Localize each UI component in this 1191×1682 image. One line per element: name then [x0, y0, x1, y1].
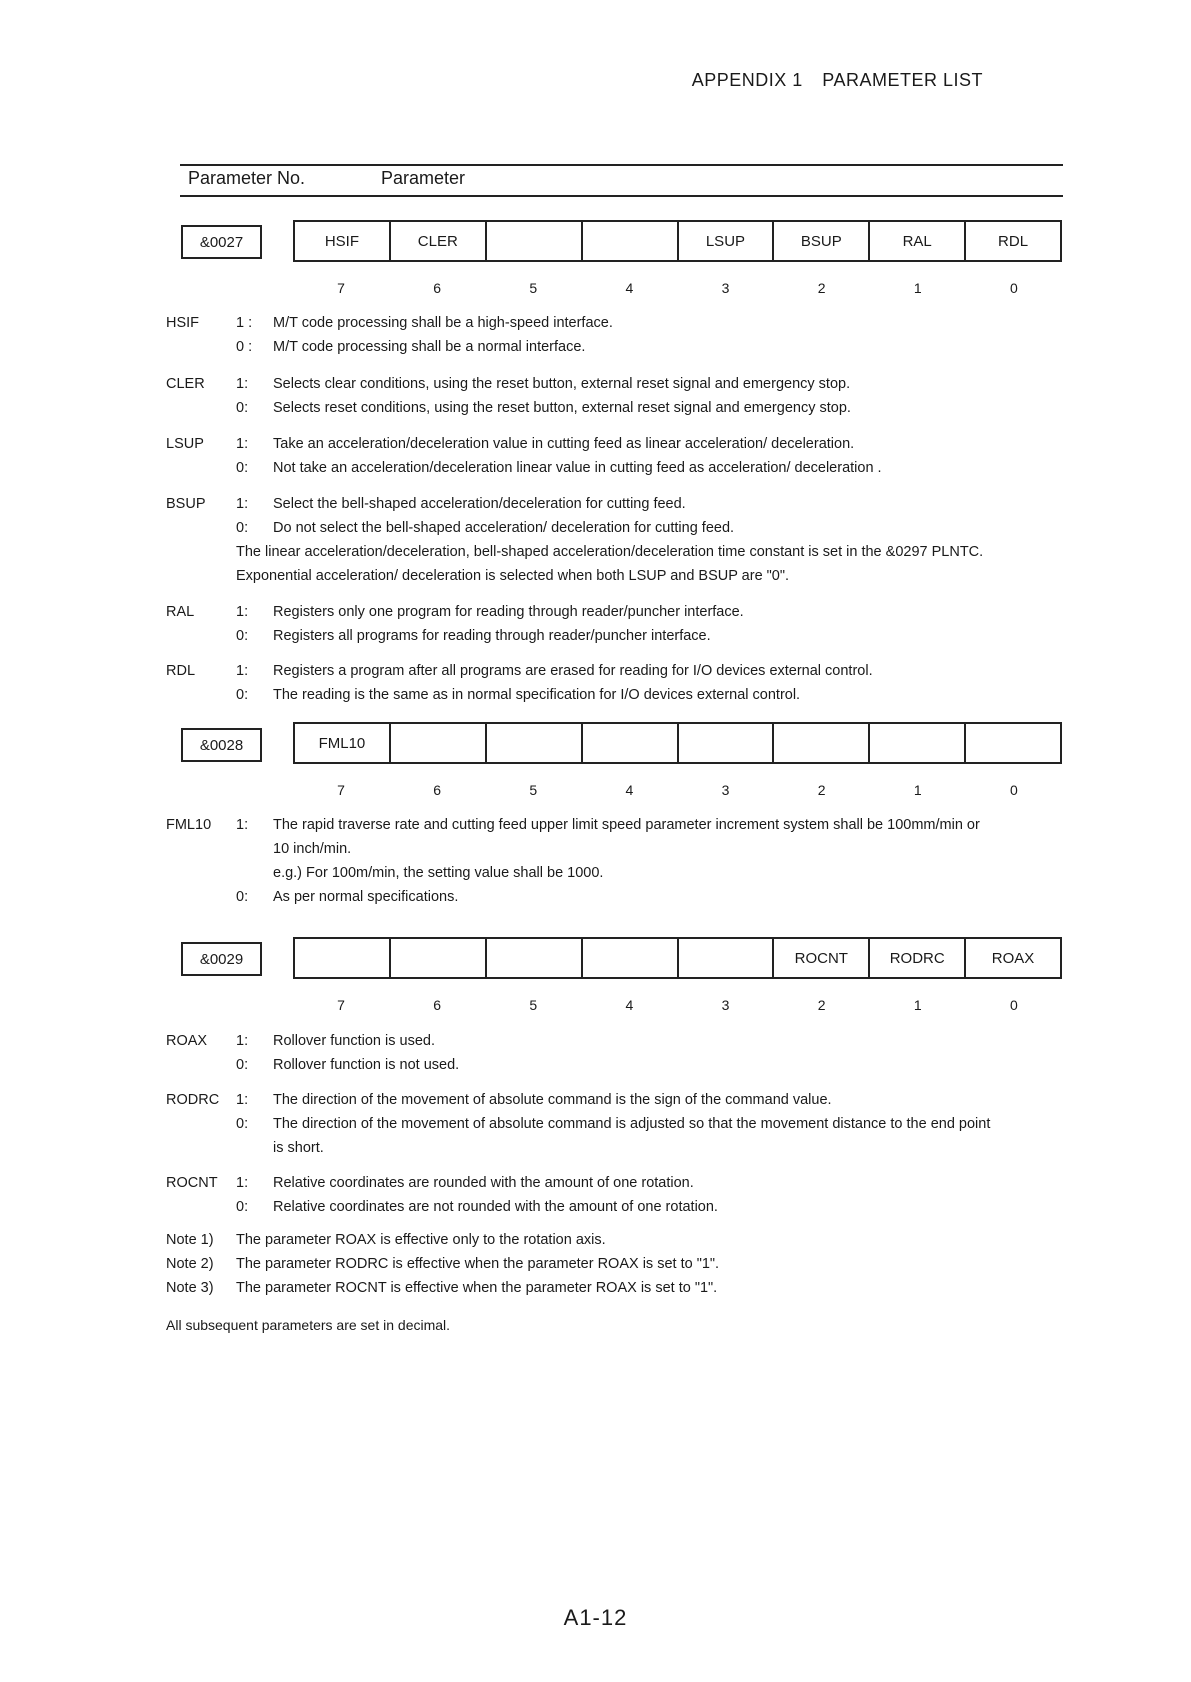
- bit-cell: RODRC: [868, 939, 964, 977]
- bit-name: FML10: [166, 817, 212, 833]
- bit-text: M/T code processing shall be a high-speed interface.: [273, 315, 613, 331]
- bit-cell: [389, 939, 485, 977]
- bit-cell: [581, 939, 677, 977]
- bit-value: 1:: [236, 436, 249, 452]
- bit-text: The direction of the movement of absolute command is adjusted so that the movement distance to the end point: [273, 1116, 991, 1132]
- bit-text: Registers only one program for reading through reader/puncher interface.: [273, 604, 744, 620]
- bit-text: Relative coordinates are rounded with the amount of one rotation.: [273, 1175, 694, 1191]
- bit-number: 6: [433, 782, 442, 798]
- footer-note: All subsequent parameters are set in decimal.: [166, 1317, 451, 1333]
- bit-value: 1:: [236, 1033, 249, 1049]
- bit-numbers: [293, 782, 1062, 798]
- bit-name: HSIF: [166, 315, 200, 331]
- bit-number: 2: [817, 782, 826, 798]
- bit-cell: [581, 724, 677, 762]
- bit-number: 3: [721, 280, 730, 296]
- bit-cell: [485, 724, 581, 762]
- bit-text: e.g.) For 100m/min, the setting value shall be 1000.: [273, 865, 604, 881]
- bit-value: 0:: [236, 1199, 249, 1215]
- bit-value: 0:: [236, 1116, 249, 1132]
- bit-cell: [389, 724, 485, 762]
- bit-number: 3: [721, 997, 730, 1013]
- bit-number: 5: [529, 997, 538, 1013]
- bit-text: The reading is the same as in normal specification for I/O devices external control.: [273, 687, 801, 703]
- bit-value: 0:: [236, 687, 249, 703]
- bit-number: 4: [625, 782, 634, 798]
- note-text: The parameter ROAX is effective only to the rotation axis.: [236, 1232, 606, 1248]
- bit-value: 1:: [236, 1175, 249, 1191]
- bit-text: Relative coordinates are not rounded with the amount of one rotation.: [273, 1199, 718, 1215]
- note-item: [166, 1280, 1066, 1296]
- note-label: Note 3): [166, 1280, 214, 1296]
- note-item: [166, 1232, 1066, 1248]
- bit-number: 5: [529, 280, 538, 296]
- bit-text: 10 inch/min.: [273, 841, 352, 857]
- bit-cell: ROCNT: [772, 939, 868, 977]
- bit-number: 1: [913, 997, 922, 1013]
- bit-number: 0: [1010, 280, 1018, 296]
- bit-text: Selects clear conditions, using the reset button, external reset signal and emergency stop.: [273, 376, 851, 392]
- header-title: PARAMETER LIST: [822, 70, 983, 90]
- bit-text: is short.: [273, 1140, 324, 1156]
- bit-cell: LSUP: [677, 222, 773, 260]
- bit-value: 1:: [236, 376, 249, 392]
- bit-cell: RDL: [964, 222, 1060, 260]
- bit-number: 1: [913, 782, 922, 798]
- bit-cell: RAL: [868, 222, 964, 260]
- bit-cell: [772, 724, 868, 762]
- bit-value: 0:: [236, 520, 249, 536]
- bit-text: Rollover function is used.: [273, 1033, 435, 1049]
- note-label: Note 2): [166, 1256, 214, 1272]
- bit-name: ROAX: [166, 1033, 208, 1049]
- bsup-note: Exponential acceleration/ deceleration is selected when both LSUP and BSUP are "0".: [236, 568, 790, 584]
- header-rule: [180, 195, 1063, 197]
- bit-name: RDL: [166, 663, 196, 679]
- bit-cell: [485, 939, 581, 977]
- bit-name: RAL: [166, 604, 195, 620]
- bit-cell: [677, 724, 773, 762]
- bit-cell: HSIF: [324, 232, 360, 250]
- bit-text: The rapid traverse rate and cutting feed upper limit speed parameter increment system shall be 100mm/min or: [273, 817, 980, 833]
- bit-value: 0:: [236, 400, 249, 416]
- bit-text: Not take an acceleration/deceleration linear value in cutting feed as acceleration/ deceleration .: [273, 460, 882, 476]
- bit-value: 1:: [236, 604, 249, 620]
- bit-text: The direction of the movement of absolute command is the sign of the command value.: [273, 1092, 832, 1108]
- bit-name: RODRC: [166, 1092, 220, 1108]
- bit-value: 0:: [236, 1057, 249, 1073]
- bit-text: M/T code processing shall be a normal interface.: [273, 339, 586, 355]
- bit-number: 6: [433, 280, 442, 296]
- bit-name: CLER: [166, 376, 205, 392]
- page-number: A1-12: [563, 1605, 628, 1630]
- bit-value: 0:: [236, 628, 249, 644]
- bit-cell: BSUP: [772, 222, 868, 260]
- column-param: Parameter: [381, 168, 466, 188]
- bit-number: 1: [913, 280, 922, 296]
- note-text: The parameter ROCNT is effective when the parameter ROAX is set to "1".: [236, 1280, 718, 1296]
- bit-value: 1 :: [236, 315, 253, 331]
- bit-number: 2: [817, 280, 826, 296]
- bit-table: [293, 937, 1062, 979]
- bit-number: 7: [337, 997, 345, 1013]
- note-item: [166, 1256, 1066, 1272]
- bit-text: Registers a program after all programs are erased for reading for I/O devices external control.: [273, 663, 873, 679]
- bit-value: 0 :: [236, 339, 253, 355]
- bit-cell: CLER: [389, 222, 485, 260]
- bit-number: 3: [721, 782, 730, 798]
- bit-name: LSUP: [166, 436, 204, 452]
- column-param-no: Parameter No.: [188, 168, 306, 188]
- bit-text: Rollover function is not used.: [273, 1057, 460, 1073]
- bit-cell: [677, 939, 773, 977]
- bit-cell: [295, 939, 389, 977]
- bit-number: 2: [817, 997, 826, 1013]
- bit-cell: ROAX: [964, 939, 1060, 977]
- bit-number: 0: [1010, 782, 1018, 798]
- bit-number: 4: [625, 997, 634, 1013]
- note-label: Note 1): [166, 1232, 214, 1248]
- appendix-label: APPENDIX 1: [691, 70, 803, 90]
- bit-text: As per normal specifications.: [273, 889, 459, 905]
- bit-text: Take an acceleration/deceleration value in cutting feed as linear acceleration/ deceleration.: [273, 436, 855, 452]
- param-number-box: &0029: [181, 942, 262, 976]
- bit-cell: [964, 724, 1060, 762]
- note-text: The parameter RODRC is effective when the parameter ROAX is set to "1".: [236, 1256, 720, 1272]
- bit-number: 6: [433, 997, 442, 1013]
- bit-table: [293, 722, 1062, 764]
- bit-value: 0:: [236, 889, 249, 905]
- param-number-box: &0027: [181, 225, 262, 259]
- bit-text: Selects reset conditions, using the reset button, external reset signal and emergency stop.: [273, 400, 851, 416]
- bit-cell: [485, 222, 581, 260]
- bit-number: 7: [337, 782, 345, 798]
- page-header: [678, 70, 983, 91]
- bit-name: BSUP: [166, 496, 206, 512]
- top-rule: [180, 164, 1063, 166]
- bit-value: 1:: [236, 817, 249, 833]
- bit-value: 1:: [236, 496, 249, 512]
- bit-name: ROCNT: [166, 1175, 218, 1191]
- bit-number: 7: [337, 280, 345, 296]
- bit-text: Select the bell-shaped acceleration/deceleration for cutting feed.: [273, 496, 686, 512]
- bsup-note: The linear acceleration/deceleration, bell-shaped acceleration/deceleration time constant is set in the &0297 PLNTC.: [236, 544, 984, 560]
- bit-table: [293, 220, 1062, 262]
- bit-value: 0:: [236, 460, 249, 476]
- bit-numbers: [293, 280, 1062, 296]
- bit-number: 4: [625, 280, 634, 296]
- param-number-box: &0028: [181, 728, 262, 762]
- bit-number: 0: [1010, 997, 1018, 1013]
- bit-value: 1:: [236, 663, 249, 679]
- bit-numbers: [293, 997, 1062, 1013]
- bit-cell: [868, 724, 964, 762]
- bit-cell: FML10: [318, 734, 366, 752]
- bit-value: 1:: [236, 1092, 249, 1108]
- bit-text: Registers all programs for reading through reader/puncher interface.: [273, 628, 711, 644]
- bit-number: 5: [529, 782, 538, 798]
- bit-text: Do not select the bell-shaped acceleration/ deceleration for cutting feed.: [273, 520, 735, 536]
- bit-cell: [581, 222, 677, 260]
